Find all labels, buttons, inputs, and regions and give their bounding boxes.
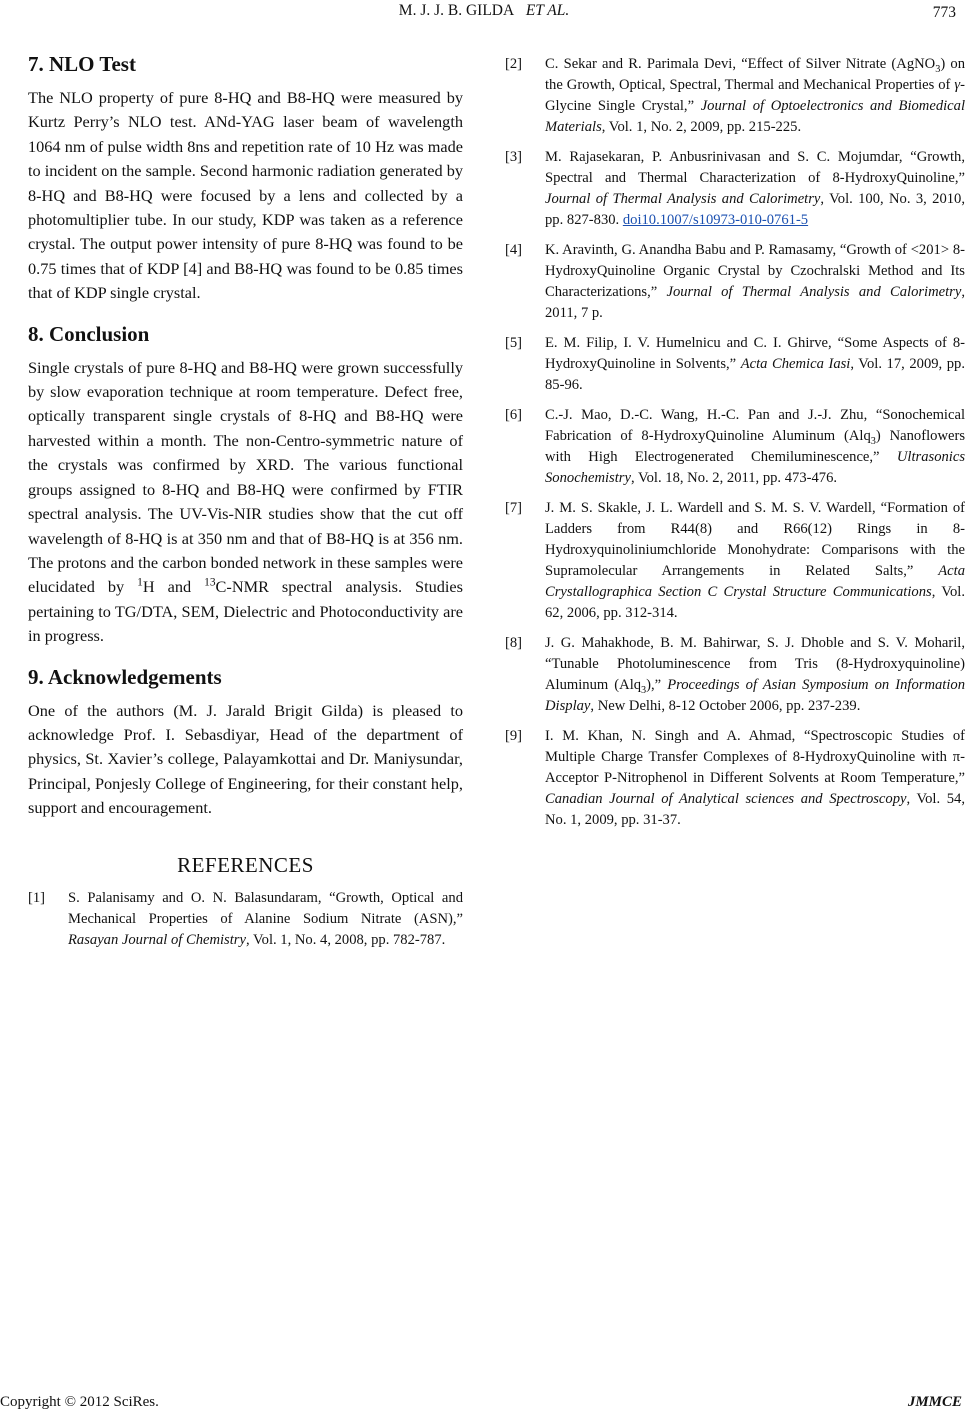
reference-list	[28, 888, 463, 951]
section-heading: 7. NLO Test	[28, 52, 136, 76]
text-run: 3	[870, 435, 876, 447]
text-run: ) Nanoflowers with High Electrogenerated Chemiluminescence,”	[545, 428, 965, 465]
reference-item	[505, 633, 965, 717]
reference-text	[545, 147, 965, 231]
text-run: ),”	[646, 677, 668, 693]
reference-number: [1]	[28, 889, 46, 906]
reference-number: [5]	[505, 335, 523, 351]
reference-item	[505, 333, 965, 396]
text-run: C-NMR spectral analysis. Studies pertaining to TG/DTA, SEM, Dielectric and Photoconductivity are in progress.	[28, 577, 463, 646]
text-run: Canadian Journal of Analytical sciences and Spectroscopy	[545, 791, 907, 807]
text-run: , Vol. 1, No. 4, 2008, pp. 782-787.	[245, 931, 446, 948]
text-run: Journal of Thermal Analysis and Calorimetry	[666, 284, 962, 300]
reference-number: [3]	[505, 149, 523, 165]
text-run: ) on the Growth, Optical, Spectral, Thermal and Mechanical Properties of	[545, 56, 965, 93]
section-paragraph	[28, 699, 463, 821]
text-run: Acta Chemica Iasi	[740, 356, 851, 372]
text-run: , Vol. 100, No. 3, 2010, pp. 827-830.	[545, 191, 965, 228]
text-run: E. M. Filip, I. V. Humelnicu and C. I. Ghirve, “Some Aspects of 8-HydroxyQuinoline in Solvents,”	[545, 335, 965, 372]
text-run: Proceedings of Asian Symposium on Information Display	[545, 677, 965, 714]
text-run: Journal of Optoelectronics and Biomedical Materials	[545, 98, 965, 135]
footer-journal: JMMCE	[907, 1394, 962, 1410]
text-run: , Vol. 17, 2009, pp. 85-96.	[545, 356, 965, 393]
text-run: , Vol. 18, No. 2, 2011, pp. 473-476.	[630, 470, 838, 486]
text-run: The NLO property of pure 8-HQ and B8-HQ were measured by Kurtz Perry’s NLO test. ANd-YAG laser beam of wavelength 1064 nm of pulse width 8ns and repetition rate of 10 Hz was made to incident on the sample. Second harmonic radiation generated by 8-HQ and B8-HQ were focused by a lens and collected by a photomultiplier tube. In our study, KDP was taken as a reference crystal. The output power intensity of pure 8-HQ was found to be 0.75 times that of KDP [4] and B8-HQ was found to be 0.85 times that of KDP single crystal.	[28, 88, 463, 303]
section-paragraph	[28, 86, 463, 306]
reference-text	[545, 333, 965, 396]
reference-text	[545, 498, 965, 624]
text-run: 13	[204, 576, 216, 589]
reference-number: [8]	[505, 635, 523, 651]
footer-copyright: Copyright © 2012 SciRes.	[0, 1394, 159, 1410]
reference-number: [2]	[505, 56, 523, 72]
header-authors: M. J. J. B. GILDA	[398, 2, 515, 19]
right-column	[505, 54, 965, 840]
reference-number: [6]	[505, 407, 523, 423]
text-run: H and	[142, 577, 205, 597]
reference-text	[545, 240, 965, 324]
text-run: J. G. Mahakhode, B. M. Bahirwar, S. J. Dhoble and S. V. Moharil, “Tunable Photoluminescence from Tris (8-Hydroxyquinoline) Aluminum (Alq	[545, 635, 965, 693]
doi-link[interactable]: doi10.1007/s10973-010-0761-5	[622, 212, 809, 228]
reference-item	[505, 54, 965, 138]
reference-item	[505, 240, 965, 324]
reference-list	[505, 54, 965, 831]
text-run: I. M. Khan, N. Singh and A. Ahmad, “Spectroscopic Studies of Multiple Charge Transfer Complexes of 8-HydroxyQuinoline with π-Acceptor P-Nitrophenol in Different Solvents at Room Temperature,”	[545, 728, 965, 786]
text-run: C.-J. Mao, D.-C. Wang, H.-C. Pan and J.-J. Zhu, “Sonochemical Fabrication of 8-HydroxyQuinoline Aluminum (Alq	[545, 407, 965, 444]
reference-item	[505, 405, 965, 489]
text-run: One of the authors (M. J. Jarald Brigit Gilda) is pleased to acknowledge Prof. I. Sebasdiyar, Head of the department of physics, St. Xavier’s college, Palayamkottai and Dr. Maniysundar, Principal, Ponjesly College of Engineering, for their constant help, support and encouragement.	[28, 700, 463, 818]
text-run: , New Delhi, 8-12 October 2006, pp. 237-239.	[590, 698, 861, 714]
text-run: Rasayan Journal of Chemistry	[68, 931, 246, 948]
page-number: 773	[932, 4, 956, 21]
text-run: Ultrasonics Sonochemistry	[545, 449, 965, 486]
text-run: γ	[954, 77, 961, 93]
reference-item	[505, 498, 965, 624]
references-title: REFERENCES	[177, 852, 314, 877]
text-run: -Glycine Single Crystal,”	[545, 77, 965, 114]
section-heading: 9. Acknowledgements	[28, 664, 222, 689]
section-heading: 8. Conclusion	[28, 321, 150, 346]
reference-item	[505, 726, 965, 831]
text-run: S. Palanisamy and O. N. Balasundaram, “Growth, Optical and Mechanical Properties of Alanine Sodium Nitrate (ASN),”	[68, 889, 463, 927]
reference-number: [9]	[505, 728, 523, 744]
text-run: , Vol. 54, No. 1, 2009, pp. 31-37.	[545, 791, 965, 828]
text-run: Journal of Thermal Analysis and Calorimetry	[545, 191, 821, 207]
reference-text	[545, 633, 965, 717]
text-run: Acta Crystallographica Section C Crystal Structure Communications	[545, 563, 965, 600]
running-header	[0, 2, 968, 20]
reference-text	[545, 54, 965, 138]
text-run: J. M. S. Skakle, J. L. Wardell and S. M. S. V. Wardell, “Formation of Ladders from R44(8) and R66(12) Rings in 8-Hydroxyquinoliniumchloride Monohydrate: Comparisons with the Supramolecular Arrangements in Related Salts,”	[545, 500, 965, 579]
reference-number: [4]	[505, 242, 523, 258]
section-paragraph	[28, 356, 463, 649]
reference-text	[68, 888, 463, 951]
reference-item	[28, 888, 463, 951]
left-column	[28, 50, 463, 960]
reference-text	[545, 405, 965, 489]
text-run: , 2011, 7 p.	[545, 284, 965, 321]
text-run: , Vol. 1, No. 2, 2009, pp. 215-225.	[601, 119, 802, 135]
text-run: M. Rajasekaran, P. Anbusrinivasan and S. C. Mojumdar, “Growth, Spectral and Thermal Characterization of 8-HydroxyQuinoline,”	[545, 149, 965, 186]
reference-item	[505, 147, 965, 231]
text-run: K. Aravinth, G. Anandha Babu and P. Ramasamy, “Growth of <201> 8-HydroxyQuinoline Organic Crystal by Czochralski Method and Its Characterizations,”	[545, 242, 965, 300]
text-run: 3	[641, 684, 647, 696]
text-run: C. Sekar and R. Parimala Devi, “Effect of Silver Nitrate (AgNO	[545, 56, 936, 72]
text-run: 1	[137, 576, 143, 589]
header-etal: ET AL.	[525, 2, 570, 19]
text-run: 3	[935, 63, 941, 75]
text-run: , Vol. 62, 2006, pp. 312-314.	[545, 584, 965, 621]
reference-text	[545, 726, 965, 831]
text-run: Single crystals of pure 8-HQ and B8-HQ were grown successfully by slow evaporation technique at room temperature. Defect free, optically transparent single crystals of 8-HQ and B8-HQ were harvested within a month. The non-Centro-symmetric nature of the crystals was confirmed by XRD. The various functional groups assigned to 8-HQ and B8-HQ were confirmed by FTIR spectral analysis. The UV-Vis-NIR studies show that the cut off wavelength of 8-HQ is at 350 nm and that of B8-HQ is at 356 nm. The protons and the carbon bonded network in these samples were elucidated by	[28, 357, 463, 597]
reference-number: [7]	[505, 500, 523, 516]
